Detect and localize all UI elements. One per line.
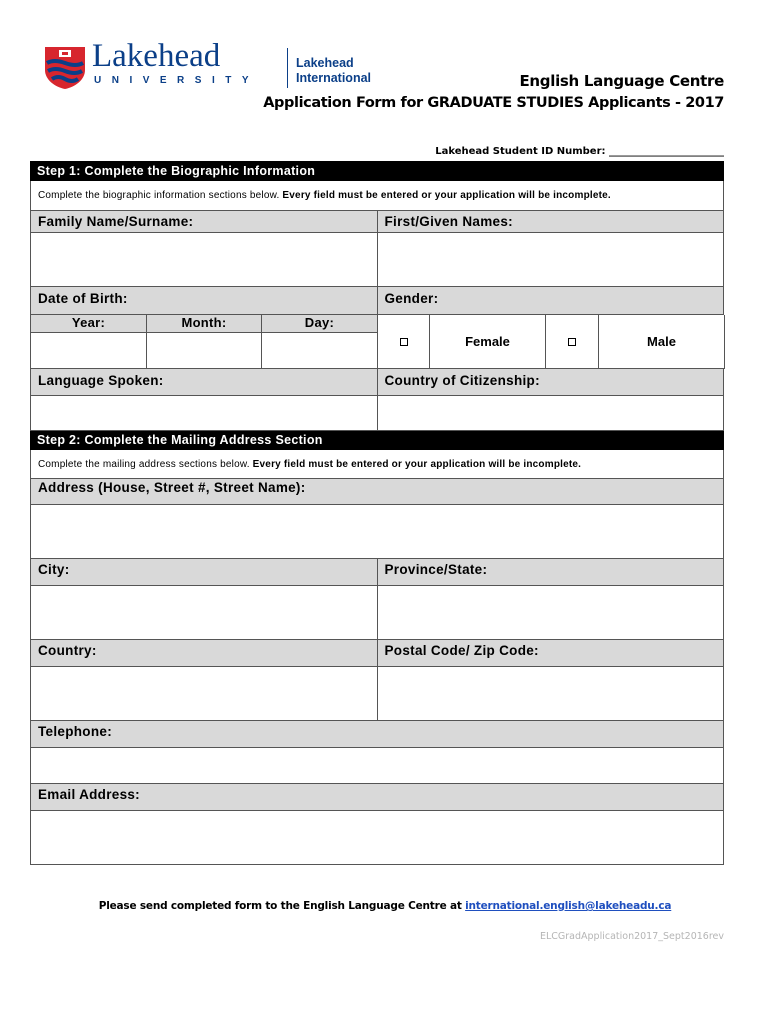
province-label: Province/State:: [378, 559, 725, 586]
family-name-label: Family Name/Surname:: [31, 211, 378, 233]
logo-international-line1: Lakehead: [296, 56, 354, 70]
lakehead-crest-icon: [44, 46, 86, 90]
country-input[interactable]: [31, 667, 378, 721]
step1-note: [30, 181, 724, 211]
logo-wordmark: Lakehead: [92, 38, 221, 74]
student-id-field[interactable]: Lakehead Student ID Number: _______________________: [435, 146, 724, 157]
day-label: Day:: [262, 315, 378, 333]
logo-divider: [287, 48, 288, 88]
email-input[interactable]: [31, 811, 724, 865]
female-option-label: Female: [430, 315, 546, 369]
address-label: Address (House, Street #, Street Name):: [31, 479, 724, 505]
year-input[interactable]: [31, 333, 147, 369]
application-form: [30, 161, 724, 865]
male-checkbox-icon: [568, 338, 576, 346]
telephone-input[interactable]: [31, 748, 724, 784]
female-checkbox-icon: [400, 338, 408, 346]
family-name-input[interactable]: [31, 233, 378, 287]
postal-input[interactable]: [378, 667, 725, 721]
logo-international-line2: International: [296, 71, 372, 85]
province-input[interactable]: [378, 586, 725, 640]
month-label: Month:: [147, 315, 262, 333]
first-name-label: First/Given Names:: [378, 211, 725, 233]
day-input[interactable]: [262, 333, 378, 369]
gender-label: Gender:: [378, 287, 725, 315]
logo-university: UNIVERSITY: [94, 75, 260, 86]
telephone-label: Telephone:: [31, 721, 724, 748]
step1-header: Step 1: Complete the Biographic Information: [30, 161, 724, 181]
form-subtitle: Application Form for GRADUATE STUDIES Applicants - 2017: [263, 95, 724, 111]
first-name-input[interactable]: [378, 233, 725, 287]
form-title: English Language Centre: [519, 72, 724, 90]
city-input[interactable]: [31, 586, 378, 640]
language-label: Language Spoken:: [31, 369, 378, 396]
citizenship-input[interactable]: [378, 396, 725, 431]
language-input[interactable]: [31, 396, 378, 431]
step2-note-bold: Every field must be entered or your application will be incomplete.: [252, 459, 582, 470]
male-option-label: Male: [599, 315, 725, 369]
address-input[interactable]: [31, 505, 724, 559]
footer-text: Please send completed form to the English Language Centre at: [98, 900, 466, 912]
dob-label: Date of Birth:: [31, 287, 378, 315]
revision-code: ELCGradApplication2017_Sept2016rev: [539, 931, 724, 942]
step2-note: [30, 450, 724, 479]
email-label: Email Address:: [31, 784, 724, 811]
footer-email-link[interactable]: international.english@lakeheadu.ca: [465, 900, 672, 912]
postal-label: Postal Code/ Zip Code:: [378, 640, 725, 667]
month-input[interactable]: [147, 333, 262, 369]
citizenship-label: Country of Citizenship:: [378, 369, 725, 396]
city-label: City:: [31, 559, 378, 586]
step1-note-plain: Complete the biographic information sections below.: [38, 190, 283, 201]
lakehead-logo: [44, 38, 372, 94]
male-checkbox[interactable]: [546, 315, 599, 369]
step2-note-plain: Complete the mailing address sections below.: [38, 459, 253, 470]
step2-header: Step 2: Complete the Mailing Address Section: [30, 431, 724, 450]
female-checkbox[interactable]: [378, 315, 430, 369]
step1-note-bold: Every field must be entered or your application will be incomplete.: [282, 190, 611, 201]
year-label: Year:: [31, 315, 147, 333]
country-label: Country:: [31, 640, 378, 667]
footer-instructions: [0, 900, 770, 912]
